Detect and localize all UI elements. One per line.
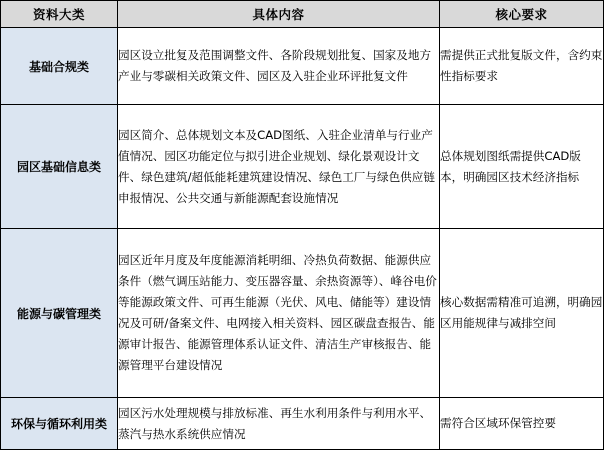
category-cell: 能源与碳管理类	[1, 229, 118, 398]
table-header-row	[1, 1, 604, 28]
header-content: 具体内容	[118, 1, 440, 28]
header-requirement: 核心要求	[440, 1, 604, 28]
content-cell: 园区简介、总体规划文本及CAD图纸、入驻企业清单与行业产值情况、园区功能定位与拟引进企业规划、绿化景观设计文件、绿色建筑/超低能耗建筑建设情况、绿色工厂与绿色供应链申报情况、公共交通与新能源配套设施情况	[118, 105, 440, 229]
requirement-cell: 需提供正式批复版文件，含约束性指标要求	[440, 28, 604, 105]
requirement-cell: 核心数据需精准可追溯，明确园区用能规律与减排空间	[440, 229, 604, 398]
requirement-cell: 需符合区域环保管控要	[440, 398, 604, 450]
table-row	[1, 398, 604, 450]
table-row	[1, 229, 604, 398]
category-cell: 基础合规类	[1, 28, 118, 105]
table-row	[1, 105, 604, 229]
table-row	[1, 28, 604, 105]
header-category: 资料大类	[1, 1, 118, 28]
content-cell: 园区污水处理规模与排放标准、再生水利用条件与利用水平、蒸汽与热水系统供应情况	[118, 398, 440, 450]
content-cell: 园区设立批复及范围调整文件、各阶段规划批复、国家及地方产业与零碳相关政策文件、园区及入驻企业环评批复文件	[118, 28, 440, 105]
category-cell: 环保与循环利用类	[1, 398, 118, 450]
content-cell: 园区近年月度及年度能源消耗明细、冷热负荷数据、能源供应条件（燃气调压站能力、变压器容量、余热资源等）、峰谷电价等能源政策文件、可再生能源（光伏、风电、储能等）建设情况及可研/备案文件、电网接入相关资料、园区碳盘查报告、能源审计报告、能源管理体系认证文件、清洁生产审核报告、能源管理平台建设情况	[118, 229, 440, 398]
category-cell: 园区基础信息类	[1, 105, 118, 229]
requirement-cell: 总体规划图纸需提供CAD版本，明确园区技术经济指标	[440, 105, 604, 229]
